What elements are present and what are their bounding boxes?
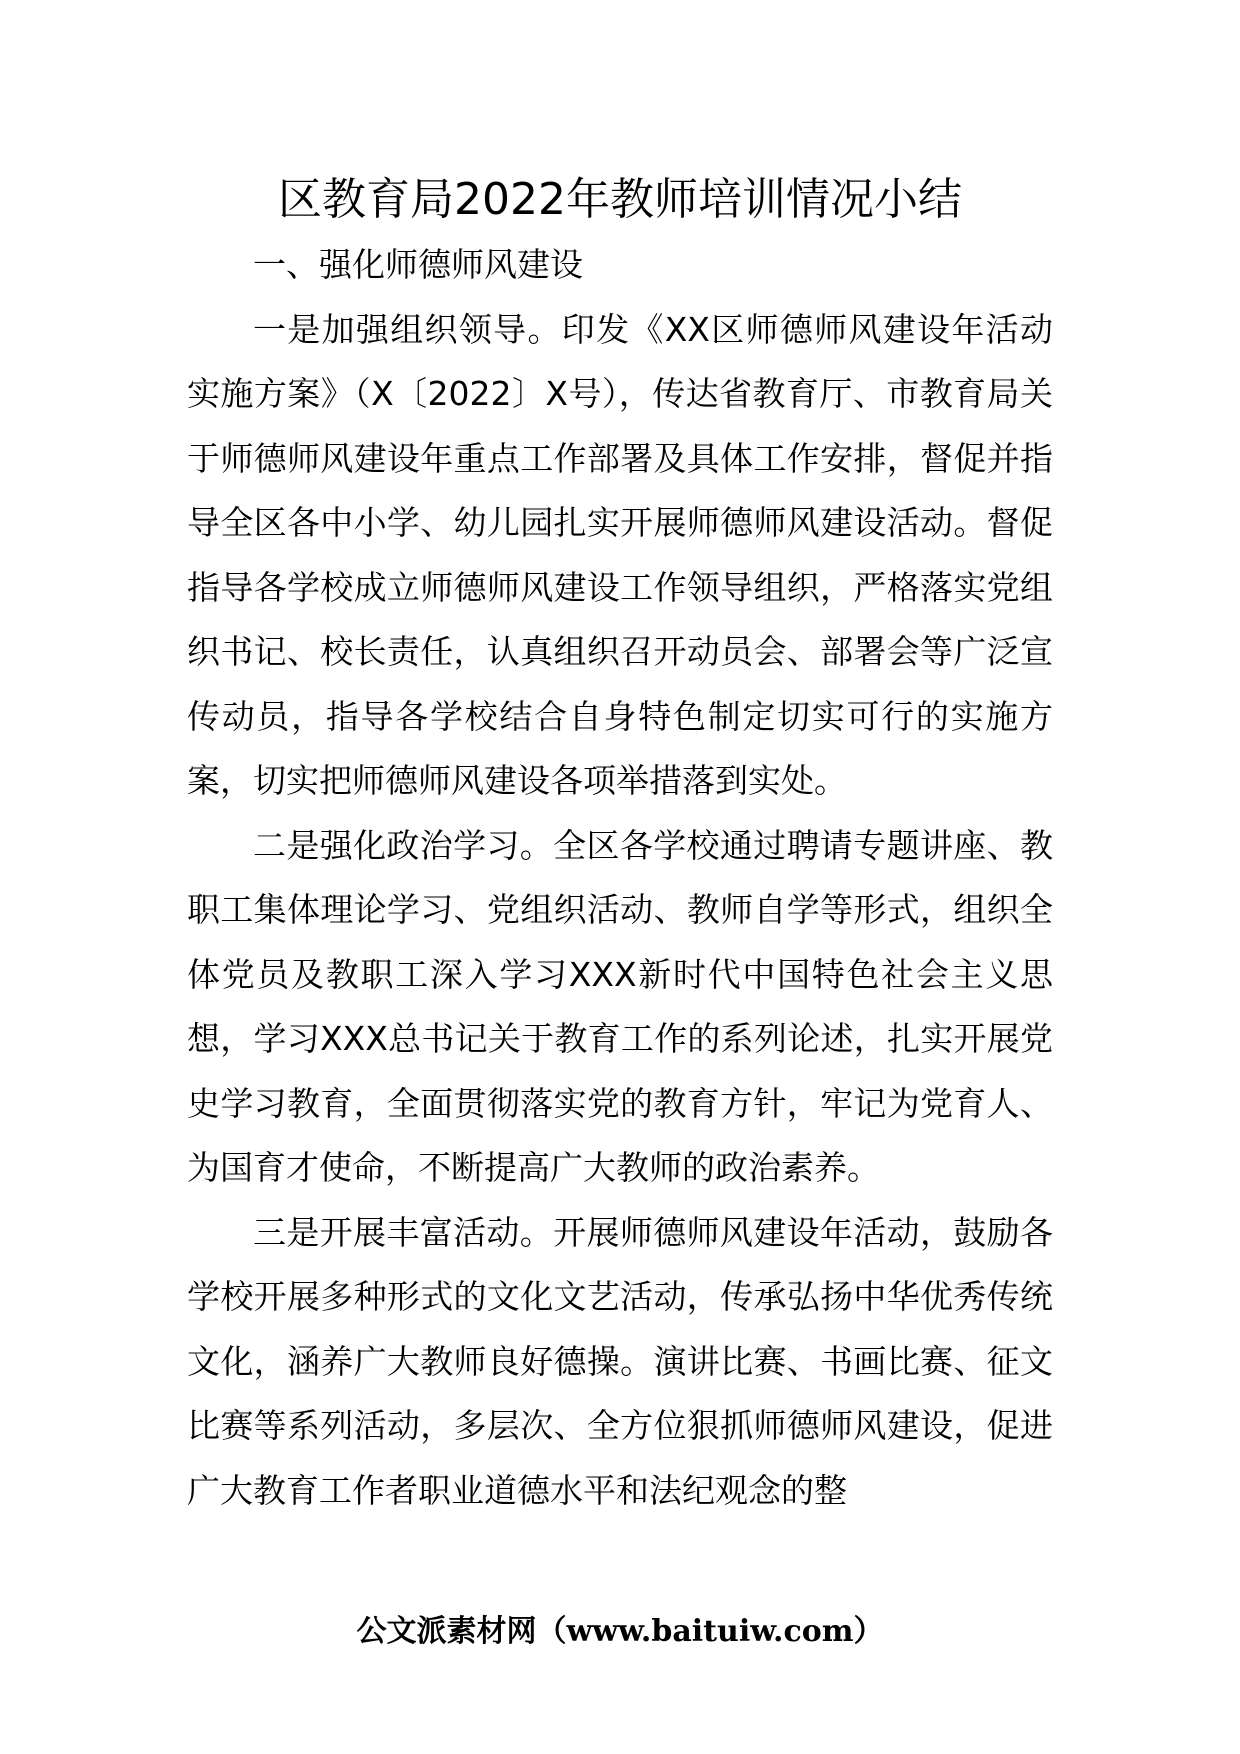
paragraph-political-study: 二是强化政治学习。全区各学校通过聘请专题讲座、教职工集体理论学习、党组织活动、教师自学等形式，组织全体党员及教职工深入学习XXX新时代中国特色社会主义思想，学习XXX总书记关于教育工作的系列论述，扎实开展党史学习教育，全面贯彻落实党的教育方针，牢记为党育人、为国育才使命，不断提高广大教师的政治素养。	[187, 825, 1053, 1187]
document-title: 区教育局2022年教师培训情况小结	[278, 174, 962, 225]
document-body	[187, 233, 1053, 1523]
section-heading: 一、强化师德师风建设	[253, 245, 583, 284]
footer-watermark: 公文派素材网（www.baituiw.com）	[356, 1614, 884, 1649]
paragraph-organization: 一是加强组织领导。印发《XX区师德师风建设年活动实施方案》（X〔2022〕X号），传达省教育厅、市教育局关于师德师风建设年重点工作部署及具体工作安排，督促并指导全区各中小学、幼儿园扎实开展师德师风建设活动。督促指导各学校成立师德师风建设工作领导组织，严格落实党组织书记、校长责任，认真组织召开动员会、部署会等广泛宣传动员，指导各学校结合自身特色制定切实可行的实施方案，切实把师德师风建设各项举措落到实处。	[187, 309, 1053, 800]
paragraph-activities: 三是开展丰富活动。开展师德师风建设年活动，鼓励各学校开展多种形式的文化文艺活动，传承弘扬中华优秀传统文化，涵养广大教师良好德操。演讲比赛、书画比赛、征文比赛等系列活动，多层次、全方位狠抓师德师风建设，促进广大教育工作者职业道德水平和法纪观念的整	[187, 1212, 1053, 1510]
